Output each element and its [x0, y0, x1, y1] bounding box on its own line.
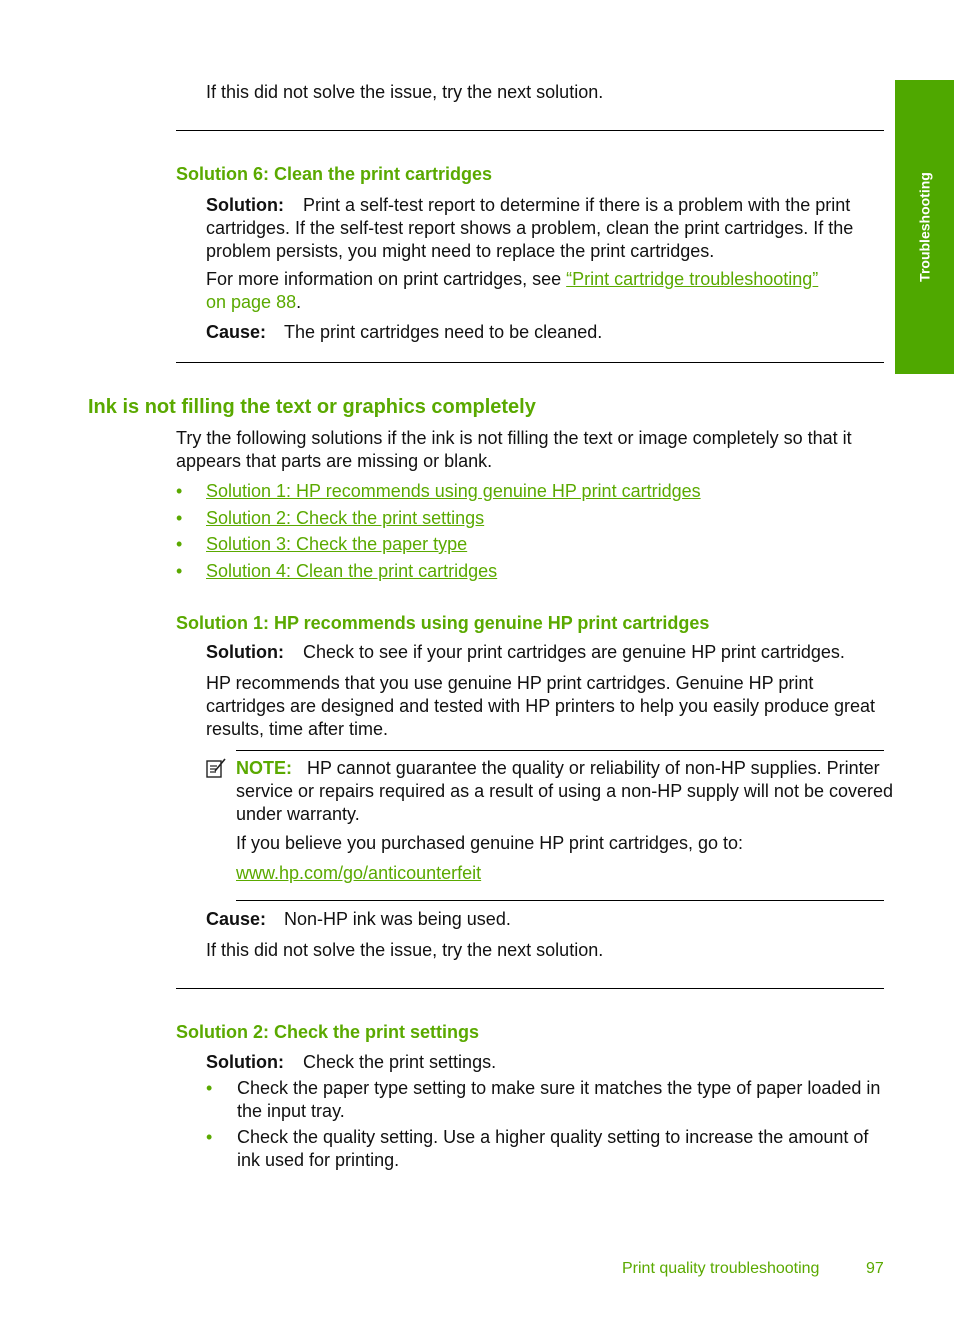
- sol2-bullet2-line2: ink used for printing.: [237, 1150, 400, 1170]
- note-line3: under warranty.: [236, 804, 360, 824]
- sol6-cause-text: The print cartridges need to be cleaned.: [284, 322, 603, 342]
- sol1-para-line1: HP recommends that you use genuine HP print cartridges. Genuine HP print: [206, 673, 814, 693]
- sol6-solution: [206, 194, 886, 263]
- footer-section-name: Print quality troubleshooting: [622, 1260, 820, 1277]
- sol6-cause-label: Cause:: [206, 322, 267, 342]
- note-label: NOTE:: [236, 758, 292, 778]
- sol6-more-info-suffix: .: [296, 292, 302, 312]
- sol1-solution: [206, 641, 845, 664]
- note-text: [236, 757, 896, 826]
- sol2-solution: [206, 1051, 496, 1074]
- section-heading: Ink is not filling the text or graphics completely: [88, 396, 536, 418]
- sol6-solution-line3: problem persists, you might need to replace the print cartridges.: [206, 241, 715, 261]
- sol6-heading: Solution 6: Clean the print cartridges: [176, 164, 493, 184]
- divider: [176, 130, 884, 131]
- sol2-bullet-1: [237, 1077, 897, 1123]
- solution-3-link[interactable]: Solution 3: Check the paper type: [206, 534, 468, 554]
- sol6-solution-label: Solution:: [206, 195, 284, 215]
- sol1-cause-text: Non-HP ink was being used.: [284, 909, 511, 929]
- sol6-more-info: [206, 268, 886, 314]
- sol2-bullet2-line1: Check the quality setting. Use a higher quality setting to increase the amount of: [237, 1127, 869, 1147]
- sol1-para-line3: results, time after time.: [206, 719, 389, 739]
- side-tab-label: Troubleshooting: [916, 172, 932, 282]
- divider: [176, 362, 884, 363]
- sol1-cause-label: Cause:: [206, 909, 267, 929]
- note-icon: [205, 757, 227, 779]
- sol1-solution-text: Check to see if your print cartridges are genuine HP print cartridges.: [302, 642, 845, 662]
- solution-4-link[interactable]: Solution 4: Clean the print cartridges: [206, 561, 498, 581]
- bullet: •: [176, 561, 183, 581]
- divider: [176, 988, 884, 989]
- sol1-paragraph: [206, 672, 896, 741]
- sol2-heading: Solution 2: Check the print settings: [176, 1022, 480, 1042]
- note-top-rule: [236, 750, 884, 751]
- bullet: •: [176, 508, 183, 528]
- sol1-heading: Solution 1: HP recommends using genuine HP print cartridges: [176, 613, 710, 633]
- solution-2-link[interactable]: Solution 2: Check the print settings: [206, 508, 485, 528]
- sol2-bullet1-line2: the input tray.: [237, 1101, 345, 1121]
- note-bottom-rule: [236, 900, 884, 901]
- solution-1-link[interactable]: Solution 1: HP recommends using genuine HP print cartridges: [206, 481, 701, 501]
- sol1-next: If this did not solve the issue, try the next solution.: [206, 940, 604, 960]
- page-88-link[interactable]: on page 88: [206, 292, 297, 312]
- bullet: •: [176, 481, 183, 501]
- sol6-solution-line2: cartridges. If the self-test report shows a problem, clean the print cartridges. If the: [206, 218, 854, 238]
- section-intro: [176, 427, 886, 473]
- print-cartridge-troubleshooting-link[interactable]: “Print cartridge troubleshooting”: [566, 269, 819, 289]
- note-line2: service or repairs required as a result of using a non-HP supply will not be covered: [236, 781, 893, 801]
- anticounterfeit-link[interactable]: www.hp.com/go/anticounterfeit: [236, 863, 482, 883]
- footer-page-number: 97: [866, 1260, 884, 1277]
- bullet: •: [176, 534, 183, 554]
- note-para2: If you believe you purchased genuine HP print cartridges, go to:: [236, 833, 743, 853]
- sol6-more-info-prefix: For more information on print cartridges, see: [206, 269, 567, 289]
- top-text: If this did not solve the issue, try the next solution.: [206, 82, 604, 102]
- sol2-bullet1-line1: Check the paper type setting to make sure it matches the type of paper loaded in: [237, 1078, 881, 1098]
- sol6-cause: [206, 321, 602, 344]
- sol1-para-line2: cartridges are designed and tested with HP printers to help you easily produce great: [206, 696, 876, 716]
- sol2-solution-text: Check the print settings.: [302, 1052, 497, 1072]
- section-intro-line1: Try the following solutions if the ink is not filling the text or image completely so that it: [176, 428, 852, 448]
- sol2-bullet-2: [237, 1126, 897, 1172]
- sol1-cause: [206, 908, 511, 931]
- note-line1: HP cannot guarantee the quality or reliability of non-HP supplies. Printer: [307, 758, 880, 778]
- sol1-solution-label: Solution:: [206, 642, 284, 662]
- bullet: •: [206, 1127, 213, 1147]
- bullet: •: [206, 1078, 213, 1098]
- sol6-solution-line1: Print a self-test report to determine if there is a problem with the print: [302, 195, 851, 215]
- sol2-solution-label: Solution:: [206, 1052, 284, 1072]
- section-intro-line2: appears that parts are missing or blank.: [176, 451, 493, 471]
- side-tab: [895, 80, 954, 374]
